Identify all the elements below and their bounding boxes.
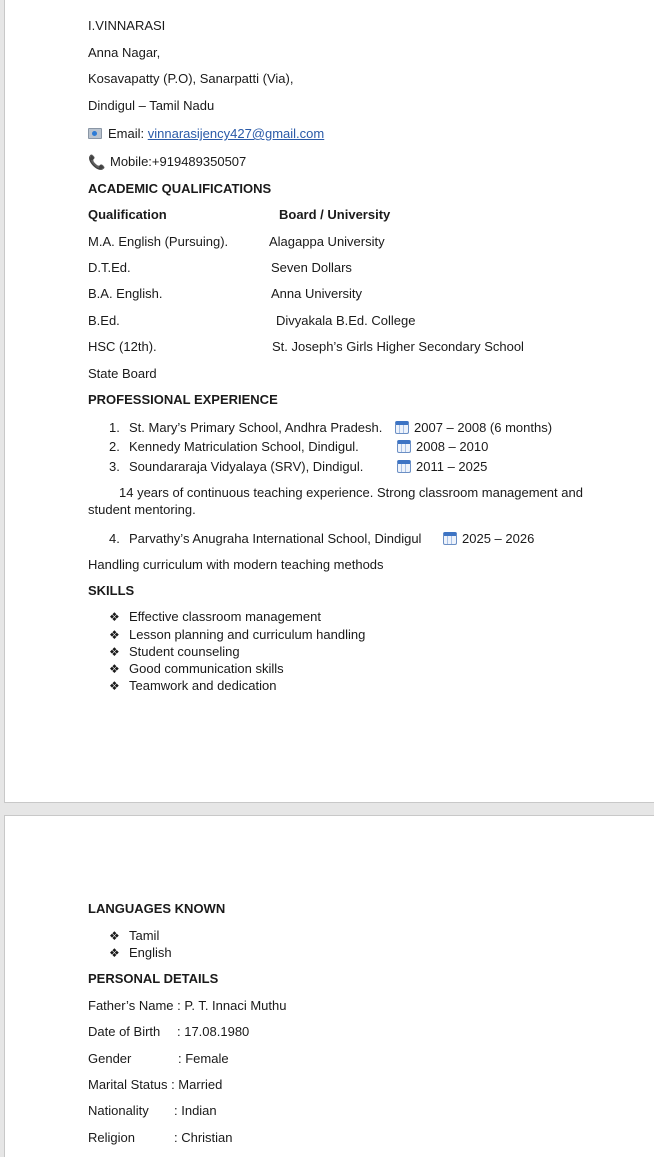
phone-icon: 📞 xyxy=(88,154,106,170)
email-icon xyxy=(88,128,102,139)
religion-label: Religion xyxy=(88,1130,135,1145)
qualification-cell: B.Ed. xyxy=(88,313,120,328)
calendar-icon xyxy=(397,460,411,473)
diamond-bullet-icon: ❖ xyxy=(109,645,120,659)
diamond-bullet-icon: ❖ xyxy=(109,946,120,960)
experience-period xyxy=(443,531,534,547)
diamond-bullet-icon: ❖ xyxy=(109,610,120,624)
document-page-1 xyxy=(4,0,654,803)
col-qualification-header: Qualification xyxy=(88,207,167,222)
calendar-icon xyxy=(395,421,409,434)
language-text: Tamil xyxy=(129,928,160,943)
skill-text: Effective classroom management xyxy=(129,609,321,624)
address-line-3: Dindigul – Tamil Nadu xyxy=(88,98,215,113)
experience-number: 3. xyxy=(109,459,120,474)
board-cell: Alagappa University xyxy=(269,234,385,249)
skill-item xyxy=(109,678,276,694)
experience-school: Kennedy Matriculation School, Dindigul. xyxy=(129,439,359,454)
skills-heading: SKILLS xyxy=(88,583,135,598)
period-text: 2025 – 2026 xyxy=(462,531,535,546)
academic-heading: ACADEMIC QUALIFICATIONS xyxy=(88,181,272,196)
qualification-cell: HSC (12th). xyxy=(88,339,157,354)
mobile-line xyxy=(88,154,246,170)
language-item xyxy=(109,945,172,961)
diamond-bullet-icon: ❖ xyxy=(109,628,120,642)
skill-item xyxy=(109,644,240,660)
experience-number: 1. xyxy=(109,420,120,435)
experience-school: St. Mary’s Primary School, Andhra Pradesh. xyxy=(129,420,383,435)
experience-note: Handling curriculum with modern teaching methods xyxy=(88,557,384,572)
state-board-text: State Board xyxy=(88,366,157,381)
marital-status: Marital Status : Married xyxy=(88,1077,223,1092)
address-line-2: Kosavapatty (P.O), Sanarpatti (Via), xyxy=(88,71,294,86)
board-cell: Anna University xyxy=(271,286,363,301)
email-line xyxy=(88,126,324,142)
gender-label: Gender xyxy=(88,1051,132,1066)
skill-text: Good communication skills xyxy=(129,661,284,676)
personal-heading: PERSONAL DETAILS xyxy=(88,971,219,986)
contact-name: I.VINNARASI xyxy=(88,18,166,33)
diamond-bullet-icon: ❖ xyxy=(109,679,120,693)
period-text: 2011 – 2025 xyxy=(416,459,488,474)
diamond-bullet-icon: ❖ xyxy=(109,662,120,676)
period-text: 2007 – 2008 (6 months) xyxy=(414,420,553,435)
skill-text: Teamwork and dedication xyxy=(129,678,277,693)
experience-summary-line-1: 14 years of continuous teaching experience. Strong classroom management and xyxy=(119,485,583,500)
dob-label: Date of Birth xyxy=(88,1024,161,1039)
col-board-header: Board / University xyxy=(279,207,391,222)
nationality-label: Nationality xyxy=(88,1103,149,1118)
experience-school: Parvathy’s Anugraha International School, Dindigul xyxy=(129,531,422,546)
experience-number: 2. xyxy=(109,439,120,454)
board-cell: Seven Dollars xyxy=(271,260,352,275)
skill-item xyxy=(109,609,321,625)
diamond-bullet-icon: ❖ xyxy=(109,929,120,943)
experience-number: 4. xyxy=(109,531,120,546)
email-label: Email: xyxy=(108,126,148,141)
skill-text: Student counseling xyxy=(129,644,240,659)
religion-value: : Christian xyxy=(174,1130,233,1145)
fathers-name: Father’s Name : P. T. Innaci Muthu xyxy=(88,998,287,1013)
experience-period xyxy=(397,459,487,475)
calendar-icon xyxy=(397,440,411,453)
nationality-value: : Indian xyxy=(174,1103,217,1118)
experience-heading: PROFESSIONAL EXPERIENCE xyxy=(88,392,278,407)
skill-item xyxy=(109,661,284,677)
period-text: 2008 – 2010 xyxy=(416,439,489,454)
dob-value: : 17.08.1980 xyxy=(177,1024,250,1039)
experience-item xyxy=(109,531,421,547)
skill-item xyxy=(109,627,365,643)
experience-period xyxy=(395,420,552,436)
qualification-cell: B.A. English. xyxy=(88,286,163,301)
languages-heading: LANGUAGES KNOWN xyxy=(88,901,226,916)
gender-value: : Female xyxy=(178,1051,229,1066)
email-link[interactable]: vinnarasijency427@gmail.com xyxy=(147,126,325,141)
experience-period xyxy=(397,439,488,455)
document-page-2 xyxy=(4,815,654,1157)
board-cell: St. Joseph’s Girls Higher Secondary School xyxy=(272,339,524,354)
board-cell: Divyakala B.Ed. College xyxy=(276,313,416,328)
experience-summary-line-2: student mentoring. xyxy=(88,502,196,517)
qualification-cell: M.A. English (Pursuing). xyxy=(88,234,229,249)
experience-item xyxy=(109,420,382,436)
experience-item xyxy=(109,459,363,475)
language-text: English xyxy=(129,945,172,960)
experience-item xyxy=(109,439,359,455)
language-item xyxy=(109,928,159,944)
mobile-text: Mobile:+919489350507 xyxy=(110,154,247,169)
calendar-icon xyxy=(443,532,457,545)
experience-school: Soundararaja Vidyalaya (SRV), Dindigul. xyxy=(129,459,364,474)
skill-text: Lesson planning and curriculum handling xyxy=(129,627,366,642)
address-line-1: Anna Nagar, xyxy=(88,45,161,60)
qualification-cell: D.T.Ed. xyxy=(88,260,131,275)
